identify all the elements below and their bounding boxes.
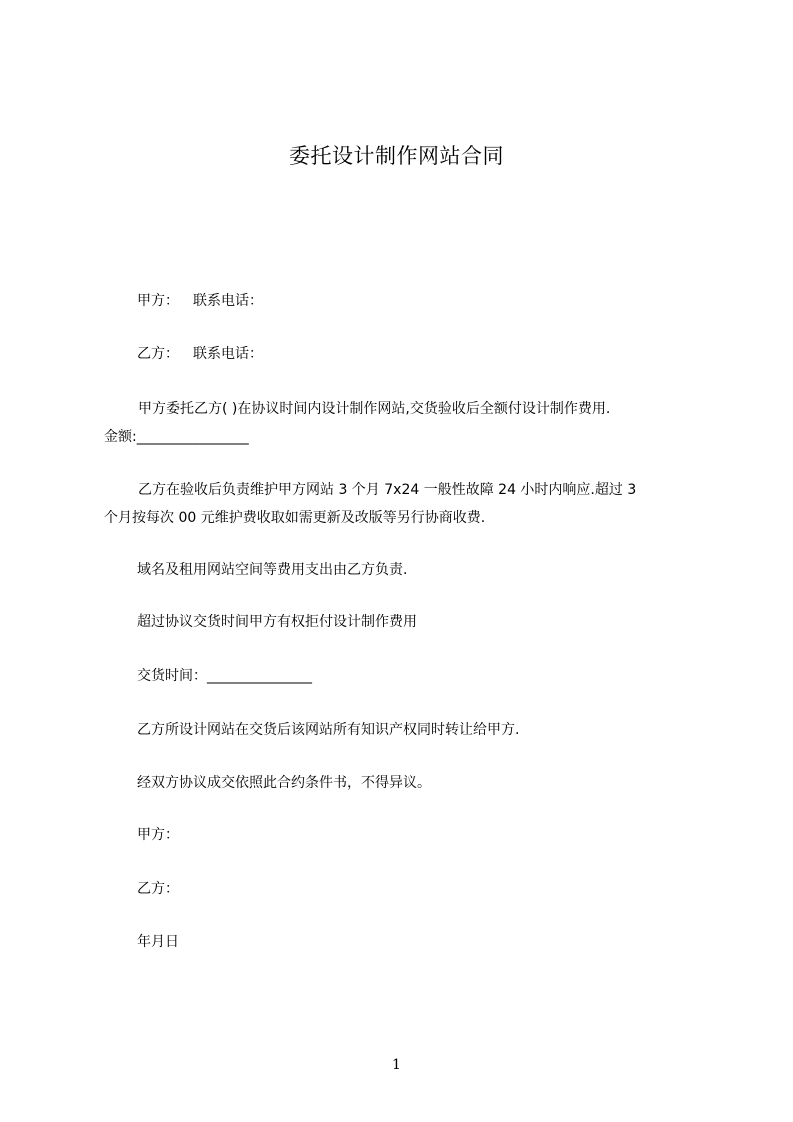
- clause-commission-amount: 金额:________________: [104, 429, 249, 445]
- party-b-label: 乙方：: [137, 346, 179, 362]
- signature-party-b: 乙方：: [137, 881, 179, 897]
- clause-maintenance-line-2: 个月按每次 00 元维护费收取如需更新及改版等另行协商收费.: [104, 510, 486, 526]
- party-b-phone-label: 联系电话：: [193, 346, 263, 362]
- signature-date: 年月日: [137, 934, 179, 950]
- document-title: 委托设计制作网站合同: [289, 144, 504, 168]
- party-a-label: 甲方：: [137, 293, 179, 309]
- party-a-phone-label: 联系电话：: [193, 293, 263, 309]
- party-b-contact-line: [137, 344, 263, 364]
- clause-domain-hosting: 域名及租用网站空间等费用支出由乙方负责.: [137, 562, 408, 578]
- clause-commission-line-1: 甲方委托乙方( )在协议时间内设计制作网站,交货验收后全额付设计制作费用.: [138, 401, 611, 417]
- signature-party-a: 甲方：: [137, 827, 179, 843]
- clause-maintenance: [104, 476, 704, 532]
- clause-maintenance-line-1: 乙方在验收后负责维护甲方网站 3 个月 7x24 一般性故障 24 小时内响应.超过 3: [138, 482, 637, 498]
- clause-commission: [104, 395, 704, 451]
- delivery-time-field: 交货时间：_______________: [137, 668, 312, 684]
- clause-late-delivery: 超过协议交货时间甲方有权拒付设计制作费用: [137, 614, 417, 630]
- clause-agreement: 经双方协议成交依照此合约条件书，不得异议。: [137, 775, 431, 791]
- clause-ip-transfer: 乙方所设计网站在交货后该网站所有知识产权同时转让给甲方.: [137, 722, 520, 738]
- party-a-contact-line: [137, 291, 263, 311]
- page-number: 1: [392, 1057, 401, 1073]
